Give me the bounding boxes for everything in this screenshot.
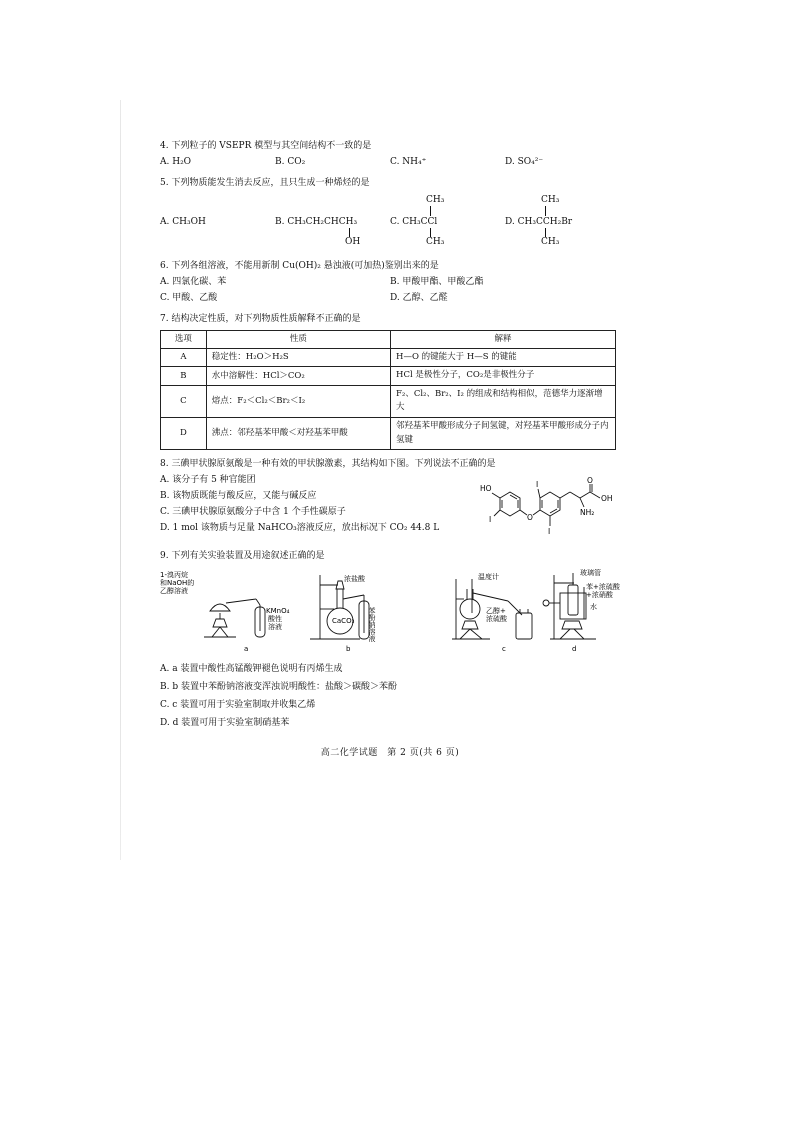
- q9-option-a: A. a 装置中酸性高锰酸钾褪色说明有丙烯生成: [160, 664, 343, 675]
- table-cell-option: C: [161, 385, 207, 417]
- question-4: [160, 140, 620, 169]
- table-cell-option: B: [161, 367, 207, 386]
- question-5: [160, 177, 620, 252]
- table-header: 选项: [161, 331, 207, 348]
- question-9: [160, 550, 620, 730]
- mol-label-nh2: NH₂: [580, 508, 595, 518]
- q8-option-a: A. 该分子有 5 种官能团: [160, 475, 256, 486]
- question-6-stem: 6. 下列各组溶液，不能用新制 Cu(OH)₂ 悬浊液(可加热)鉴别出来的是: [160, 261, 439, 272]
- q6-option-a: A. 四氯化碳、苯: [160, 277, 227, 288]
- q4-option-d: D. SO₄²⁻: [505, 157, 544, 168]
- table-cell-explanation: H—O 的键能大于 H—S 的键能: [391, 348, 616, 367]
- table-cell-explanation: 邻羟基苯甲酸形成分子间氢键，对羟基苯甲酸形成分子内氢键: [391, 418, 616, 450]
- fig-tag-b: b: [346, 645, 351, 654]
- question-8-body: [160, 474, 620, 542]
- q9-option-c: C. c 装置可用于实验室制取并收集乙烯: [160, 700, 316, 711]
- q8-option-d: D. 1 mol 该物质与足量 NaHCO₃溶液反应，放出标况下 CO₂ 44.8 L: [160, 523, 440, 534]
- fig-d-mixture: 苯+浓硫酸: [586, 583, 620, 592]
- q4-option-b: B. CO₂: [275, 157, 306, 168]
- question-7: [160, 313, 620, 450]
- q5-b-substituent: OH: [345, 237, 361, 248]
- question-4-stem: 4. 下列粒子的 VSEPR 模型与其空间结构不一致的是: [160, 141, 372, 151]
- q5-option-c: [390, 194, 505, 252]
- fig-tag-a: a: [244, 645, 249, 654]
- question-9-stem: 9. 下列有关实验装置及用途叙述正确的是: [160, 551, 325, 562]
- question-8: [160, 458, 620, 542]
- mol-label-ho: HO: [480, 484, 492, 494]
- fig-a-acid: 酸性: [268, 615, 282, 624]
- q5-option-b: [275, 194, 390, 252]
- fig-a-label: 1-溴丙烷: [160, 571, 188, 580]
- page-footer: 高二化学试题 第 2 页(共 6 页): [320, 747, 460, 758]
- q5-d-bottom: CH₃: [541, 237, 560, 248]
- q4-option-c: C. NH₄⁺: [390, 157, 427, 168]
- fig-b-phenolate: 苯酚钠溶液: [368, 607, 376, 643]
- fig-d-water: 水: [590, 603, 597, 612]
- table-row: [161, 348, 616, 367]
- fig-c-thermometer: 温度计: [478, 573, 499, 582]
- table-cell-explanation: HCl 是极性分子，CO₂是非极性分子: [391, 367, 616, 386]
- q4-option-a: A. H₂O: [160, 157, 192, 168]
- mol-label-ether-o: O: [527, 513, 533, 523]
- q5-c-bottom: CH₃: [426, 237, 445, 248]
- q5-c-top: CH₃: [426, 195, 445, 206]
- q9-option-d: D. d 装置可用于实验室制硝基苯: [160, 718, 290, 729]
- question-5-stem: 5. 下列物质能发生消去反应，且只生成一种烯烃的是: [160, 178, 370, 189]
- question-5-options: [160, 194, 620, 252]
- mol-label-iodine: I: [548, 527, 551, 537]
- table-row: [161, 385, 616, 417]
- table-cell-property: 稳定性：H₂O＞H₂S: [206, 348, 390, 367]
- q5-b-formula: B. CH₃CH₂CHCH₃: [275, 217, 358, 228]
- fig-a-label: 和NaOH的: [160, 579, 195, 588]
- fig-a-kmno4: KMnO₄: [266, 607, 290, 616]
- table-row: [161, 418, 616, 450]
- table-row: [161, 367, 616, 386]
- apparatus-figure: [160, 569, 620, 654]
- q6-option-b: B. 甲酸甲酯、甲酸乙酯: [390, 277, 484, 288]
- fig-d-mixture: +浓硝酸: [586, 591, 613, 600]
- table-header-row: [161, 331, 616, 348]
- mol-label-iodine: I: [536, 480, 539, 490]
- table-cell-property: 沸点：邻羟基苯甲酸＜对羟基苯甲酸: [206, 418, 390, 450]
- q5-c-formula: C. CH₃CCl: [390, 217, 438, 228]
- table-cell-option: A: [161, 348, 207, 367]
- q6-option-c: C. 甲酸、乙酸: [160, 293, 218, 304]
- mol-label-oh: OH: [601, 494, 613, 504]
- q5-d-top: CH₃: [541, 195, 560, 206]
- fig-a-solution: 溶液: [268, 623, 282, 632]
- fig-tag-c: c: [502, 645, 506, 654]
- question-6: [160, 260, 620, 305]
- q6-option-d: D. 乙醇、乙醛: [390, 293, 448, 304]
- q5-option-d: [505, 194, 620, 252]
- table-cell-property: 水中溶解性：HCl＞CO₂: [206, 367, 390, 386]
- fig-c-mixture: 乙醇+: [486, 607, 506, 616]
- fig-b-hcl: 浓盐酸: [344, 575, 365, 584]
- table-cell-property: 熔点：F₂＜Cl₂＜Br₂＜I₂: [206, 385, 390, 417]
- table-cell-explanation: F₂、Cl₂、Br₂、I₂ 的组成和结构相似，范德华力逐渐增大: [391, 385, 616, 417]
- fig-c-mixture: 浓硫酸: [486, 615, 507, 624]
- q5-option-a: A. CH₃OH: [160, 217, 206, 228]
- mol-label-iodine: I: [489, 515, 492, 525]
- fig-tag-d: d: [572, 645, 577, 654]
- q9-option-b: B. b 装置中苯酚钠溶液变浑浊说明酸性：盐酸＞碳酸＞苯酚: [160, 682, 397, 693]
- table-header: 解释: [391, 331, 616, 348]
- exam-page: [160, 140, 620, 760]
- q5-d-formula: D. CH₃CCH₂Br: [505, 217, 573, 228]
- question-7-table: [160, 330, 616, 450]
- mol-label-carbonyl-o: O: [587, 476, 593, 486]
- fig-d-glass-tube: 玻璃管: [580, 569, 601, 578]
- question-4-options: [160, 156, 620, 169]
- triiodothyronine-structure: [470, 478, 620, 540]
- q8-option-c: C. 三碘甲状腺原氨酸分子中含 1 个手性碳原子: [160, 507, 346, 518]
- table-header: 性质: [206, 331, 390, 348]
- q8-option-b: B. 该物质既能与酸反应，又能与碱反应: [160, 491, 317, 502]
- fig-a-label: 乙醇溶液: [160, 587, 188, 596]
- scan-shadow-edge: [120, 100, 121, 860]
- question-7-stem: 7. 结构决定性质，对下列物质性质解释不正确的是: [160, 314, 361, 325]
- question-6-options: [160, 276, 620, 305]
- fig-b-caco3: CaCO₃: [332, 617, 355, 626]
- table-cell-option: D: [161, 418, 207, 450]
- question-9-options: [160, 663, 620, 730]
- question-8-stem: 8. 三碘甲状腺原氨酸是一种有效的甲状腺激素，其结构如下图。下列说法不正确的是: [160, 459, 496, 470]
